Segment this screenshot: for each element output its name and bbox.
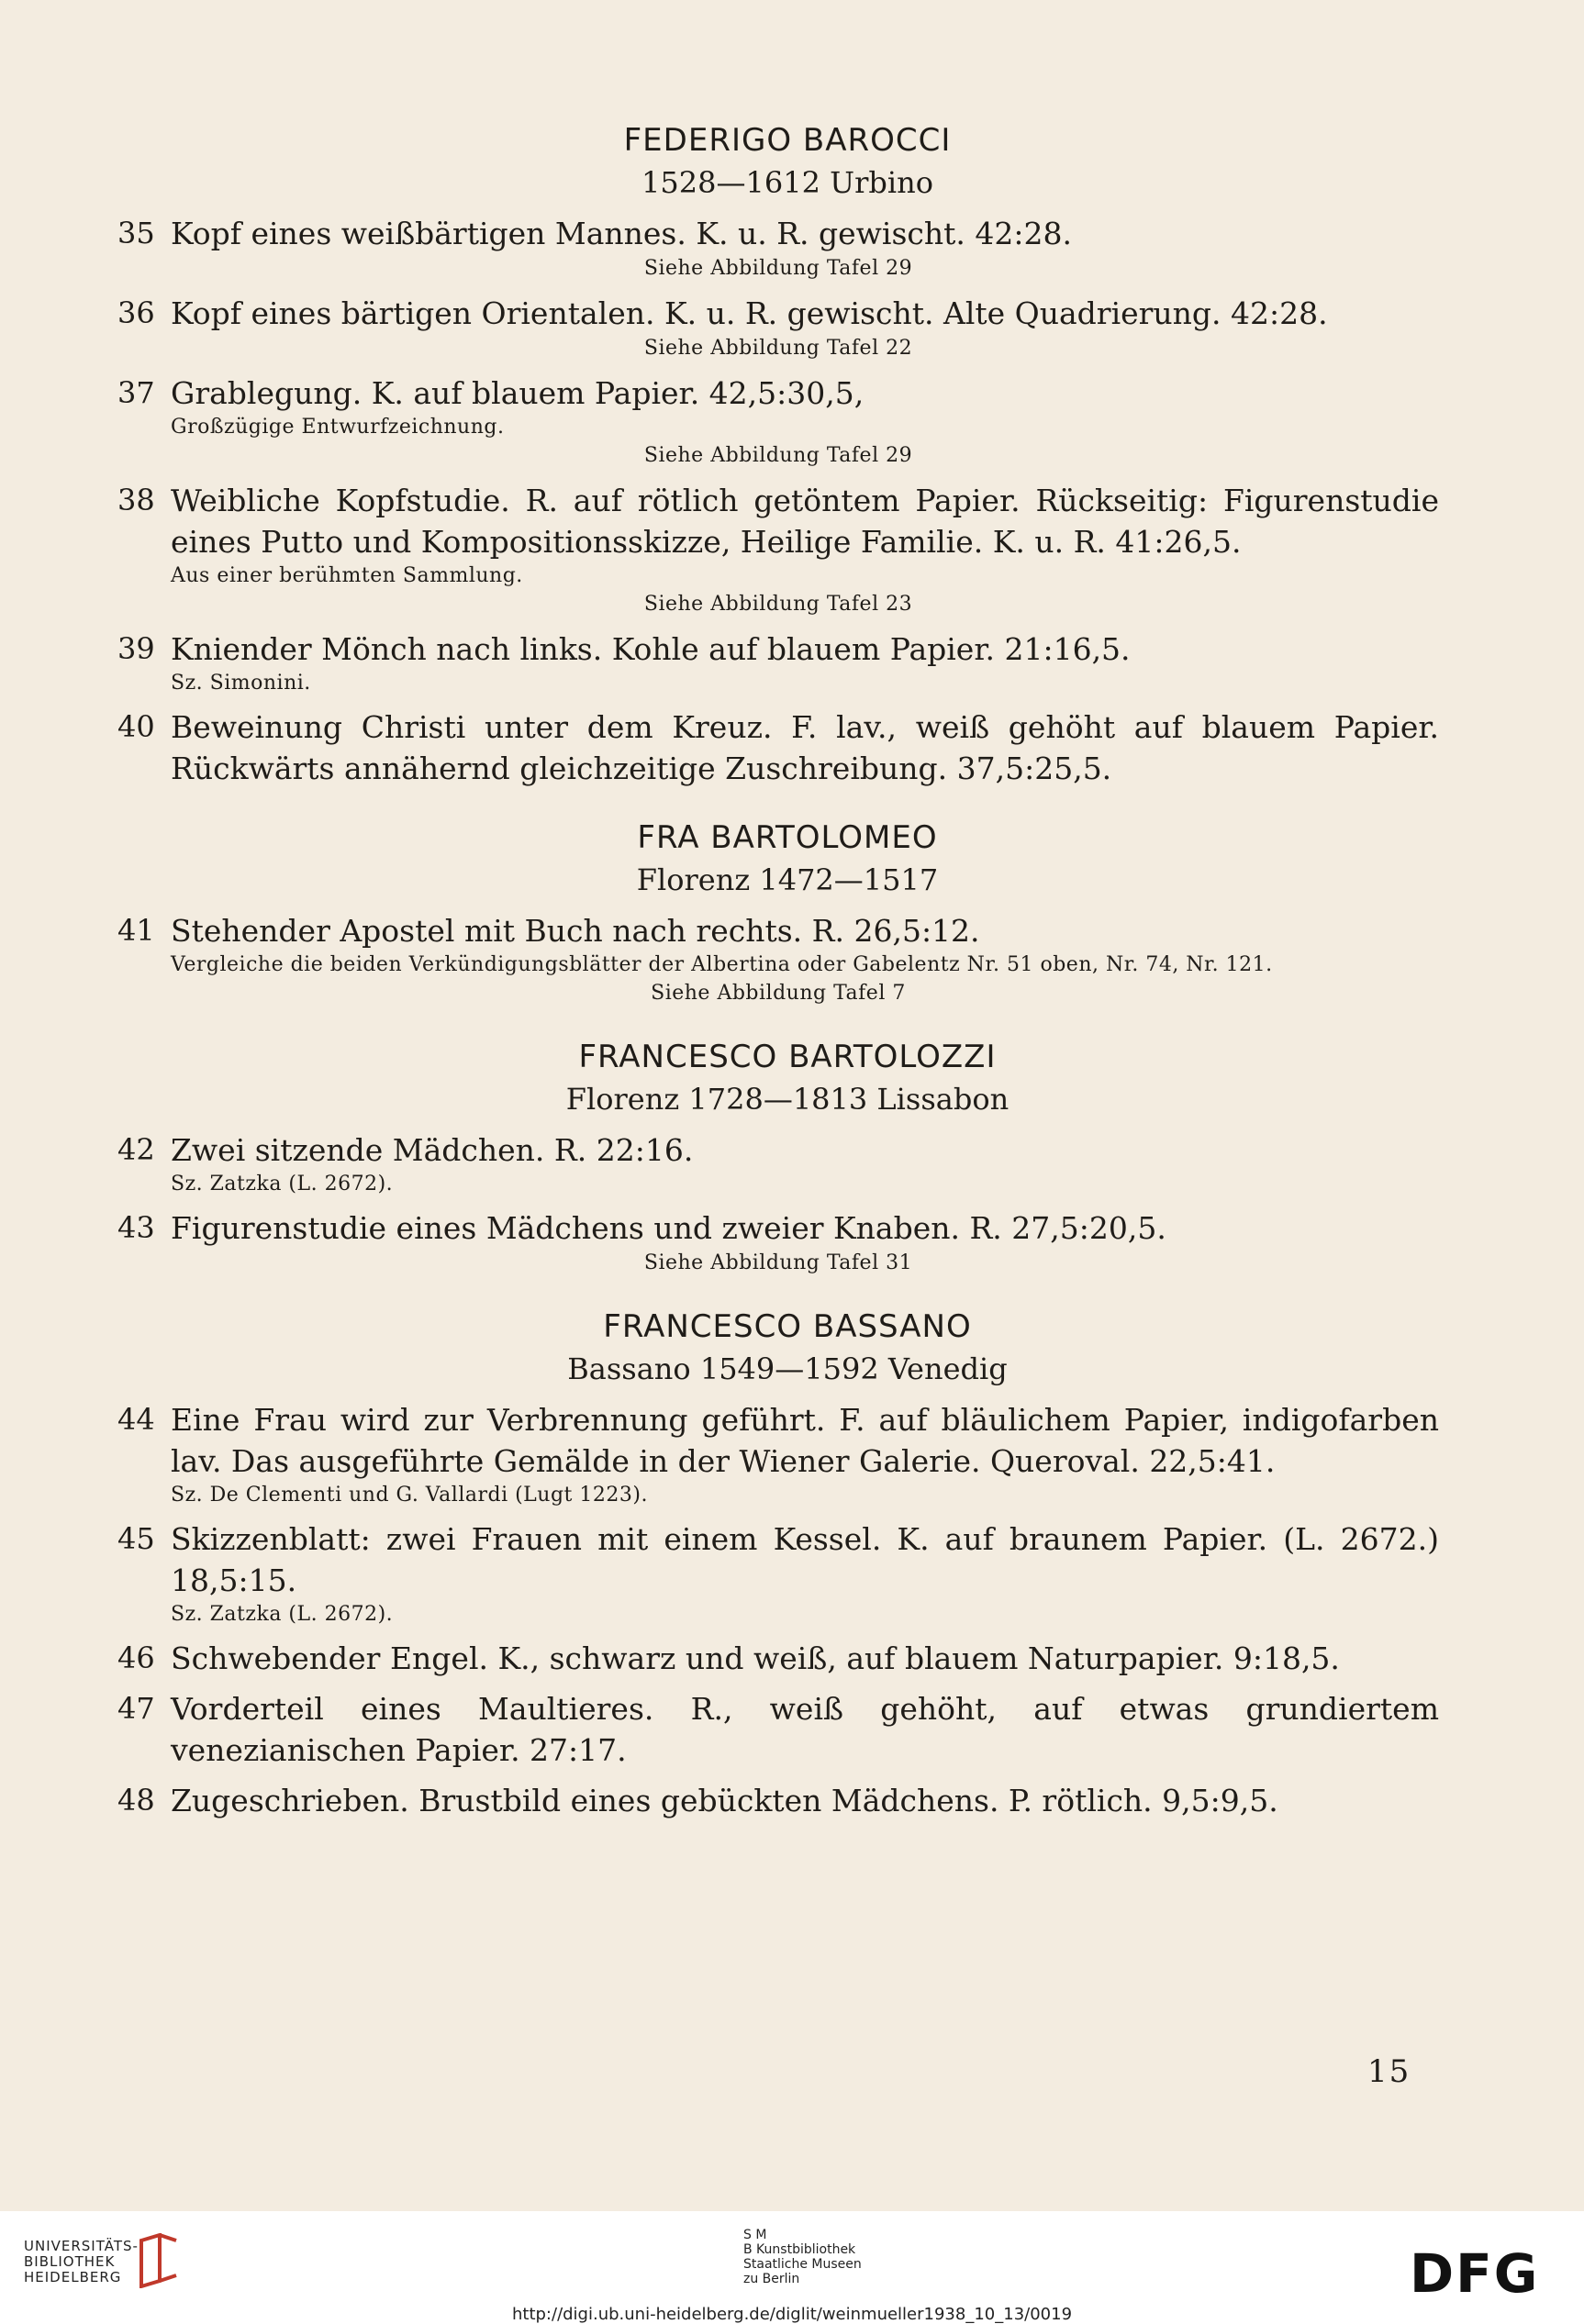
entry-body (171, 1399, 1439, 1509)
dfg-logo[interactable]: DFG (1410, 2242, 1540, 2305)
artist-heading: FRANCESCO BASSANO (603, 1308, 972, 1345)
entry-body (171, 1638, 1439, 1679)
section-spacer (117, 1278, 1439, 1306)
entry-description: Schwebender Engel. K., schwarz und weiß, auf blauem Naturpapier. 9:18,5. (171, 1640, 1340, 1676)
entry-number: 42 (117, 1132, 155, 1167)
library-line-3: HEIDELBERG (24, 2269, 122, 2285)
section-spacer (117, 789, 1439, 817)
library-logo-icon[interactable] (138, 2233, 180, 2292)
artist-dates: 1528—1612 Urbino (641, 165, 933, 200)
entry-body (171, 910, 1439, 1008)
catalog-entry (117, 213, 1439, 284)
catalog-entry (117, 480, 1439, 619)
smb-line-2: B Kunstbibliothek (743, 2242, 856, 2257)
entry-number: 45 (117, 1521, 155, 1556)
plate-reference: Siehe Abbildung Tafel 23 (643, 593, 913, 616)
entry-number: 44 (117, 1402, 155, 1437)
entry-body (171, 1207, 1439, 1278)
catalog-entry (117, 1207, 1439, 1278)
entry-body (171, 1129, 1439, 1198)
artist-heading: FRANCESCO BARTOLOZZI (578, 1039, 997, 1075)
entry-description: Eine Frau wird zur Verbrennung geführt. F. auf bläulichem Papier, indigofarben lav. Das ausgeführte Gemälde in der Wiener Galerie. Queroval. 22,5:41. (171, 1402, 1439, 1479)
entry-description: Weibliche Kopfstudie. R. auf rötlich getöntem Papier. Rückseitig: Figurenstudie eines Putto und Kompositionsskizze, Heilige Familie. K. u. R. 41:26,5. (171, 483, 1439, 560)
catalog-entry (117, 1780, 1439, 1821)
entry-body (171, 373, 1439, 471)
entry-provenance-note: Vergleiche die beiden Verkündigungsblätter der Albertina oder Gabelentz Nr. 51 oben, Nr. 74, Nr. 121. (171, 953, 1273, 976)
catalog-entry (117, 910, 1439, 1008)
plate-reference: Siehe Abbildung Tafel 7 (651, 982, 906, 1005)
entry-description: Stehender Apostel mit Buch nach rechts. R. 26,5:12. (171, 913, 980, 949)
plate-reference: Siehe Abbildung Tafel 22 (643, 337, 913, 360)
section-spacer (117, 1821, 1439, 1849)
entry-description: Kniender Mönch nach links. Kohle auf blauem Papier. 21:16,5. (171, 631, 1131, 667)
entry-description: Kopf eines weißbärtigen Mannes. K. u. R. gewischt. 42:28. (171, 216, 1072, 251)
entry-body (171, 706, 1439, 789)
entry-number: 36 (117, 295, 155, 330)
entry-body (171, 1518, 1439, 1629)
catalog-entry (117, 1518, 1439, 1629)
catalog-entry (117, 373, 1439, 471)
entry-number: 46 (117, 1640, 155, 1675)
artist-dates: Florenz 1728—1813 Lissabon (565, 1082, 1010, 1117)
entry-body (171, 213, 1439, 284)
entry-description: Vorderteil eines Maultieres. R., weiß gehöht, auf etwas grundiertem venezianischen Papier. 27:17. (171, 1691, 1439, 1768)
entry-body (171, 1688, 1439, 1771)
entry-number: 41 (117, 913, 155, 948)
entry-description: Zugeschrieben. Brustbild eines gebückten Mädchens. P. rötlich. 9,5:9,5. (171, 1783, 1278, 1818)
entry-body (171, 293, 1439, 363)
plate-reference: Siehe Abbildung Tafel 29 (643, 444, 913, 467)
entry-description: Figurenstudie eines Mädchens und zweier Knaben. R. 27,5:20,5. (171, 1210, 1166, 1246)
entry-provenance-note: Sz. Zatzka (L. 2672). (171, 1173, 394, 1195)
entry-body (171, 1780, 1439, 1821)
catalog-entry (117, 1129, 1439, 1198)
artist-dates: Florenz 1472—1517 (636, 862, 939, 897)
library-name[interactable] (24, 2239, 139, 2285)
catalog-content (117, 119, 1439, 1849)
artist-heading: FEDERIGO BAROCCI (623, 122, 952, 159)
artist-heading: FRA BARTOLOMEO (637, 819, 938, 856)
smb-line-1: S M (743, 2228, 767, 2242)
entry-number: 38 (117, 483, 155, 517)
smb-line-4: zu Berlin (743, 2272, 800, 2286)
catalog-entry (117, 1399, 1439, 1509)
library-line-1: UNIVERSITÄTS- (24, 2238, 139, 2254)
entry-provenance-note: Sz. De Clementi und G. Vallardi (Lugt 1223). (171, 1484, 648, 1507)
smb-credit (743, 2228, 862, 2286)
catalog-entry (117, 293, 1439, 363)
entry-provenance-note: Großzügige Entwurfzeichnung. (171, 416, 505, 439)
entry-provenance-note: Sz. Zatzka (L. 2672). (171, 1603, 394, 1626)
entry-number: 37 (117, 375, 155, 410)
entry-number: 48 (117, 1783, 155, 1818)
digitization-footer (0, 2211, 1584, 2324)
catalog-entry (117, 628, 1439, 697)
entry-description: Beweinung Christi unter dem Kreuz. F. lav., weiß gehöht auf blauem Papier. Rückwärts annähernd gleichzeitige Zuschreibung. 37,5:25,5. (171, 709, 1439, 786)
artist-dates: Bassano 1549—1592 Venedig (567, 1351, 1008, 1386)
entry-provenance-note: Sz. Simonini. (171, 672, 311, 695)
source-url[interactable]: http://digi.ub.uni-heidelberg.de/diglit/weinmueller1938_10_13/0019 (511, 2305, 1073, 2324)
entry-number: 39 (117, 631, 155, 666)
plate-reference: Siehe Abbildung Tafel 29 (643, 257, 913, 280)
entry-provenance-note: Aus einer berühmten Sammlung. (171, 564, 523, 587)
page-number: 15 (1367, 2053, 1411, 2090)
entry-description: Grablegung. K. auf blauem Papier. 42,5:30,5, (171, 375, 865, 411)
entry-number: 40 (117, 709, 155, 744)
entry-number: 47 (117, 1691, 155, 1726)
entry-number: 43 (117, 1210, 155, 1245)
catalog-entry (117, 706, 1439, 789)
entry-body (171, 480, 1439, 619)
catalog-entry (117, 1638, 1439, 1679)
section-spacer (117, 1008, 1439, 1036)
entry-body (171, 628, 1439, 697)
entry-description: Zwei sitzende Mädchen. R. 22:16. (171, 1132, 694, 1168)
entry-number: 35 (117, 216, 155, 250)
plate-reference: Siehe Abbildung Tafel 31 (643, 1251, 913, 1274)
entry-description: Skizzenblatt: zwei Frauen mit einem Kessel. K. auf braunem Papier. (L. 2672.) 18,5:15. (171, 1521, 1439, 1598)
catalog-entry (117, 1688, 1439, 1771)
library-line-2: BIBLIOTHEK (24, 2253, 116, 2270)
smb-line-3: Staatliche Museen (743, 2257, 862, 2272)
entry-description: Kopf eines bärtigen Orientalen. K. u. R. gewischt. Alte Quadrierung. 42:28. (171, 295, 1328, 331)
